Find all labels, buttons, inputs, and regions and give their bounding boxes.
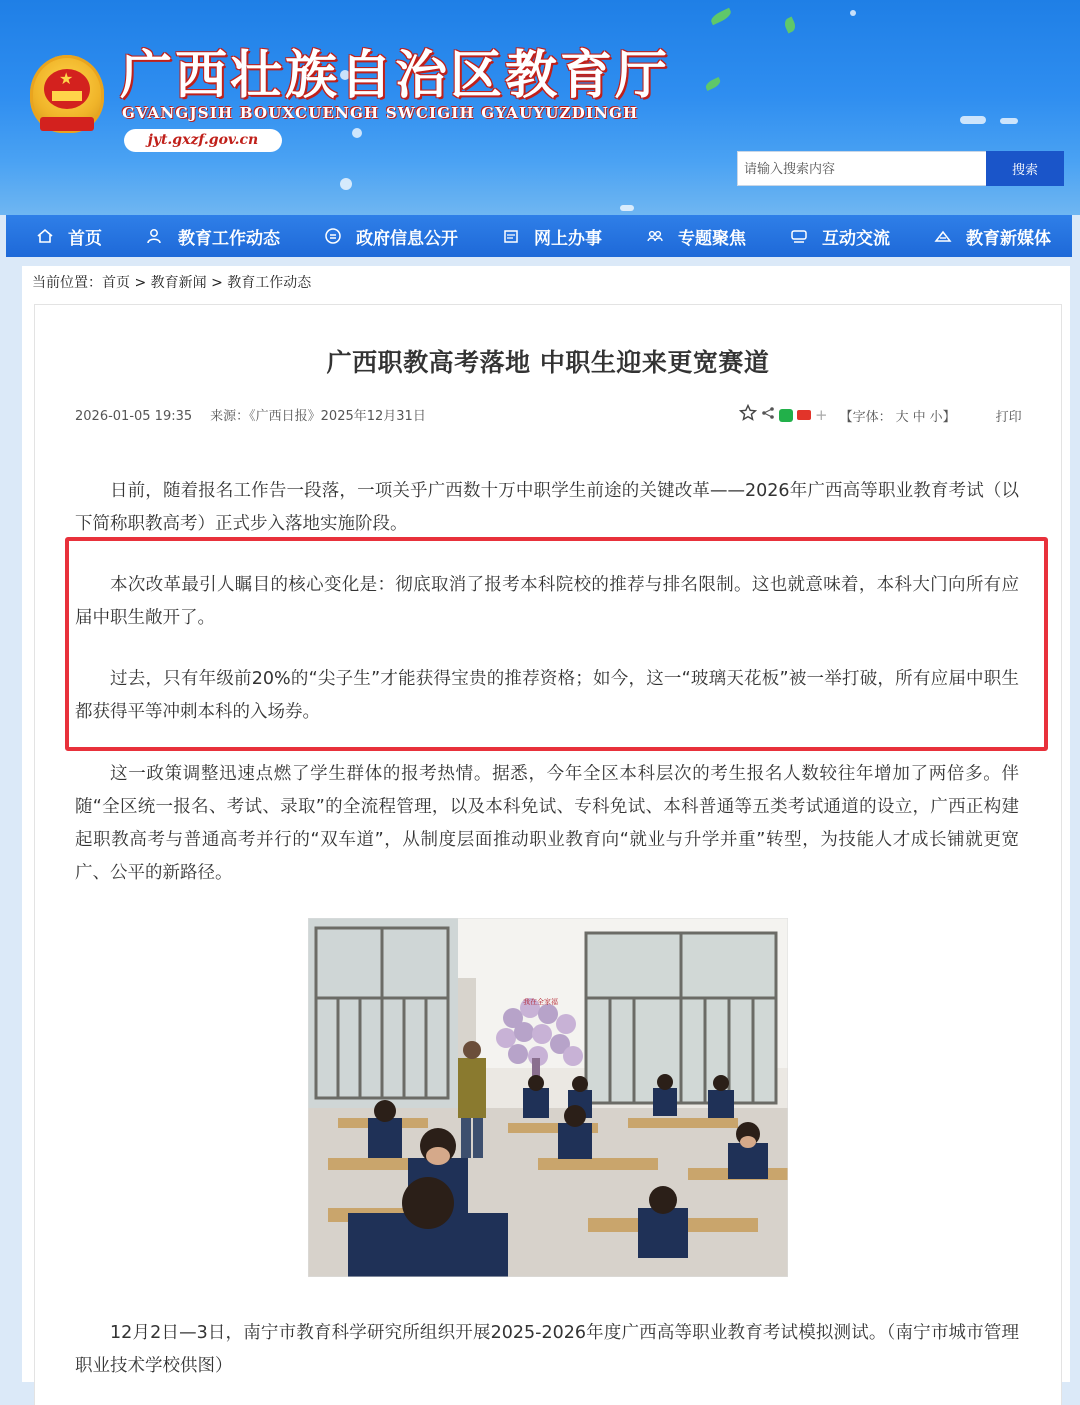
person-icon	[146, 227, 164, 245]
breadcrumb-link-home[interactable]: 首页	[102, 275, 130, 291]
site-domain: jyt.gxzf.gov.cn	[124, 129, 282, 152]
share-icon[interactable]	[761, 406, 775, 424]
info-icon	[324, 227, 342, 245]
nav-item-special-topics[interactable]	[646, 215, 746, 257]
article-source: 来源：《广西日报》2025年12月31日	[210, 409, 426, 424]
document-icon	[502, 227, 520, 245]
nav-item-online-service[interactable]	[502, 215, 602, 257]
nav-item-interaction[interactable]	[790, 215, 890, 257]
nav-item-new-media[interactable]	[934, 215, 1051, 257]
article-title: 广西职教高考落地 中职生迎来更宽赛道	[326, 348, 770, 377]
favorite-star-icon[interactable]	[739, 404, 757, 426]
decor-sparkle	[850, 10, 856, 16]
group-icon	[646, 227, 664, 245]
breadcrumb-link-work-news[interactable]: 教育工作动态	[227, 275, 312, 291]
wechat-icon[interactable]	[779, 409, 793, 422]
weibo-icon[interactable]	[797, 410, 811, 420]
font-label: 【字体：	[839, 409, 892, 425]
nav-item-work-news[interactable]	[146, 215, 280, 257]
search-box	[737, 151, 1064, 186]
nav-item-label: 网上办事	[534, 228, 602, 249]
nav-item-label: 专题聚焦	[678, 228, 746, 249]
font-size-small[interactable]: 小	[929, 409, 943, 425]
site-header	[0, 0, 1080, 215]
article-paragraph: 这一政策调整迅速点燃了学生群体的报考热情。据悉，今年全区本科层次的考生报名人数较往年增加了两倍多。伴随“全区统一报名、考试、录取”的全流程管理，以及本科免试、专科免试、本科普通等五类考试通道的设立，广西正构建起职教高考与普通高考并行的“双车道”，从制度层面推动职业教育向“就业与升学并重”转型，为技能人才成长铺就更宽广、公平的新路径。	[75, 764, 1019, 883]
exam-classroom-photo	[308, 918, 788, 1277]
article-paragraph: 过去，只有年级前20%的“尖子生”才能获得宝贵的推荐资格；如今，这一“玻璃天花板”被一举打破，所有应届中职生都获得平等冲刺本科的入场券。	[75, 669, 1019, 722]
decor-leaf	[704, 77, 722, 91]
article-paragraph: 日前，随着报名工作告一段落，一项关乎广西数十万中职学生前途的关键改革——2026年广西高等职业教育考试（以下简称职教高考）正式步入落地实施阶段。	[75, 481, 1019, 534]
decor-sparkle	[340, 178, 352, 190]
chat-icon	[790, 227, 808, 245]
article-paragraph: 本次改革最引人瞩目的核心变化是：彻底取消了报考本科院校的推荐与排名限制。这也就意味着，本科大门向所有应届中职生敞开了。	[75, 575, 1019, 628]
decor-leaf	[783, 17, 798, 34]
decor-sparkle	[1000, 118, 1018, 124]
home-icon	[36, 227, 54, 245]
more-share-icon[interactable]: +	[815, 406, 828, 424]
print-link[interactable]: 打印	[995, 409, 1022, 425]
font-label-close: 】	[942, 409, 956, 425]
decor-leaf	[709, 8, 733, 25]
search-button[interactable]: 搜索	[986, 151, 1064, 186]
main-nav	[6, 215, 1072, 257]
nav-item-label: 互动交流	[822, 228, 890, 249]
article-meta	[75, 405, 444, 424]
article-card	[34, 304, 1062, 1405]
site-title: 广西壮族自治区教育厅	[120, 45, 671, 106]
site-subtitle: GVANGJSIH BOUXCUENGH SWCIGIH GYAUYUZDINGH	[122, 104, 639, 122]
national-emblem: ★	[30, 55, 104, 133]
nav-item-label: 首页	[68, 228, 102, 249]
mural-banner-text: 我在全家福	[523, 998, 558, 1006]
breadcrumb-prefix: 当前位置：	[32, 275, 102, 291]
decor-sparkle	[352, 128, 362, 138]
nav-item-label: 教育新媒体	[966, 228, 1051, 249]
font-size-large[interactable]: 大	[895, 409, 909, 425]
search-input[interactable]	[737, 151, 987, 186]
photo-caption: 12月2日—3日，南宁市教育科学研究所组织开展2025-2026年度广西高等职业教育考试模拟测试。（南宁市城市管理职业技术学校供图）	[75, 1323, 1019, 1376]
nav-item-gov-info[interactable]	[324, 215, 458, 257]
media-icon	[934, 227, 952, 245]
breadcrumb	[22, 266, 1070, 300]
nav-item-label: 教育工作动态	[178, 228, 280, 249]
publish-date: 2026-01-05 19:35	[75, 409, 193, 424]
nav-item-home[interactable]	[36, 215, 102, 257]
breadcrumb-separator: >	[134, 275, 147, 291]
article-container	[22, 300, 1070, 1382]
nav-item-label: 政府信息公开	[356, 228, 458, 249]
font-size-control	[840, 406, 956, 425]
decor-sparkle	[620, 205, 634, 211]
font-size-medium[interactable]: 中	[912, 409, 926, 425]
breadcrumb-separator: >	[211, 275, 223, 291]
article-tools	[739, 405, 1022, 425]
decor-sparkle	[960, 116, 986, 124]
breadcrumb-link-news[interactable]: 教育新闻	[150, 275, 207, 291]
